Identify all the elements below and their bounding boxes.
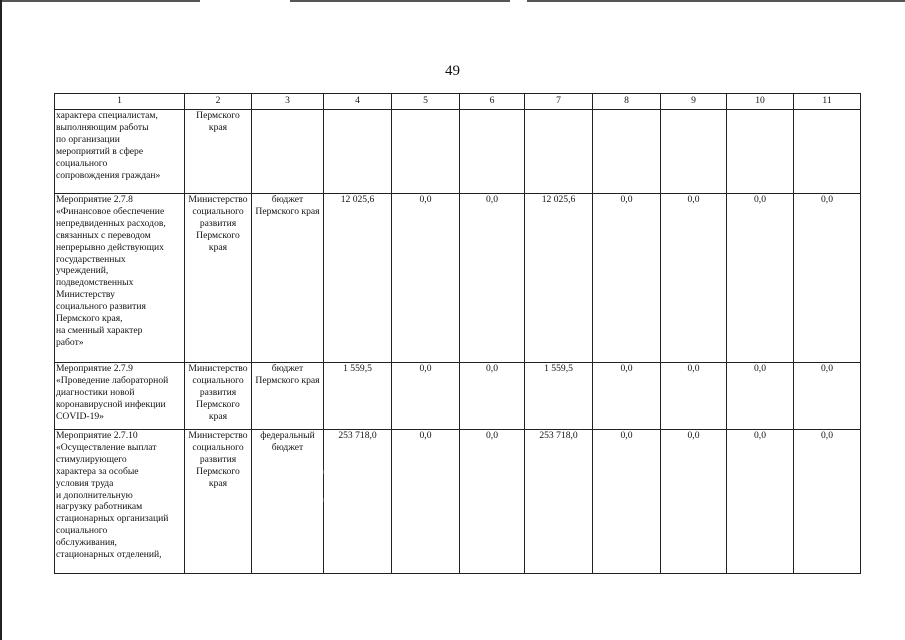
amount-cell: 0,0 xyxy=(593,430,661,574)
header-cell: 2 xyxy=(185,94,252,110)
amount-cell xyxy=(727,110,794,194)
amount-cell: 0,0 xyxy=(727,363,794,430)
table-row xyxy=(55,110,861,194)
amount-cell xyxy=(794,110,861,194)
amount-cell xyxy=(460,110,525,194)
table-row xyxy=(55,194,861,363)
amount-cell: 12 025,6 xyxy=(324,194,392,363)
activity-name-cell: Мероприятие 2.7.9 «Проведение лабораторной диагностики новой коронавирусной инфекции COVID-19» xyxy=(55,363,185,430)
top-scan-rule xyxy=(527,0,905,2)
executor-cell: Пермского края xyxy=(185,110,252,194)
amount-cell: 0,0 xyxy=(392,363,460,430)
amount-cell: 1 559,5 xyxy=(324,363,392,430)
amount-cell: 0,0 xyxy=(460,363,525,430)
budget-table xyxy=(54,93,861,574)
amount-cell: 0,0 xyxy=(727,430,794,574)
amount-cell: 0,0 xyxy=(794,363,861,430)
table-body xyxy=(55,94,861,574)
activity-name-cell: Мероприятие 2.7.8 «Финансовое обеспечение непредвиденных расходов, связанных с переводом непрерывно действующих государственных учреждений, подведомственных Министерству социального развития Пермского края, на сменный характер работ» xyxy=(55,194,185,363)
amount-cell: 0,0 xyxy=(661,363,727,430)
activity-name-cell: характера специалистам, выполняющим работы по организации мероприятий в сфере социального сопровождения граждан» xyxy=(55,110,185,194)
amount-cell: 0,0 xyxy=(392,430,460,574)
top-scan-rule xyxy=(0,0,200,2)
funding-source-cell xyxy=(252,110,324,194)
activity-name-cell: Мероприятие 2.7.10 «Осуществление выплат стимулирующего характера за особые условия труда и дополнительную нагрузку работникам стационарных организаций социального обслуживания, стационарных отделений, xyxy=(55,430,185,574)
executor-cell: Министерство социального развития Пермского края xyxy=(185,194,252,363)
header-cell: 3 xyxy=(252,94,324,110)
scan-mark xyxy=(323,470,324,474)
amount-cell: 1 559,5 xyxy=(525,363,593,430)
amount-cell: 0,0 xyxy=(593,363,661,430)
executor-cell: Министерство социального развития Пермского края xyxy=(185,363,252,430)
amount-cell xyxy=(525,110,593,194)
amount-cell: 0,0 xyxy=(392,194,460,363)
header-cell: 7 xyxy=(525,94,593,110)
amount-cell xyxy=(593,110,661,194)
amount-cell: 0,0 xyxy=(727,194,794,363)
amount-cell: 0,0 xyxy=(661,194,727,363)
table-header-row xyxy=(55,94,861,110)
amount-cell: 0,0 xyxy=(460,430,525,574)
scan-mark xyxy=(323,498,324,502)
header-cell: 10 xyxy=(727,94,794,110)
header-cell: 9 xyxy=(661,94,727,110)
amount-cell: 0,0 xyxy=(460,194,525,363)
amount-cell: 12 025,6 xyxy=(525,194,593,363)
header-cell: 6 xyxy=(460,94,525,110)
amount-cell: 253 718,0 xyxy=(525,430,593,574)
amount-cell: 0,0 xyxy=(593,194,661,363)
amount-cell: 0,0 xyxy=(794,430,861,574)
amount-cell: 0,0 xyxy=(661,430,727,574)
header-cell: 5 xyxy=(392,94,460,110)
top-scan-rule xyxy=(290,0,510,2)
page-number: 49 xyxy=(445,63,460,79)
funding-source-cell: бюджет Пермского края xyxy=(252,363,324,430)
table-row xyxy=(55,363,861,430)
amount-cell xyxy=(392,110,460,194)
funding-source-cell: бюджет Пермского края xyxy=(252,194,324,363)
page-edge xyxy=(0,0,2,640)
executor-cell: Министерство социального развития Пермского края xyxy=(185,430,252,574)
header-cell: 8 xyxy=(593,94,661,110)
table-row xyxy=(55,430,861,574)
amount-cell xyxy=(661,110,727,194)
amount-cell: 0,0 xyxy=(794,194,861,363)
header-cell: 4 xyxy=(324,94,392,110)
amount-cell: 253 718,0 xyxy=(324,430,392,574)
funding-source-cell: федеральный бюджет xyxy=(252,430,324,574)
amount-cell xyxy=(324,110,392,194)
header-cell: 1 xyxy=(55,94,185,110)
header-cell: 11 xyxy=(794,94,861,110)
